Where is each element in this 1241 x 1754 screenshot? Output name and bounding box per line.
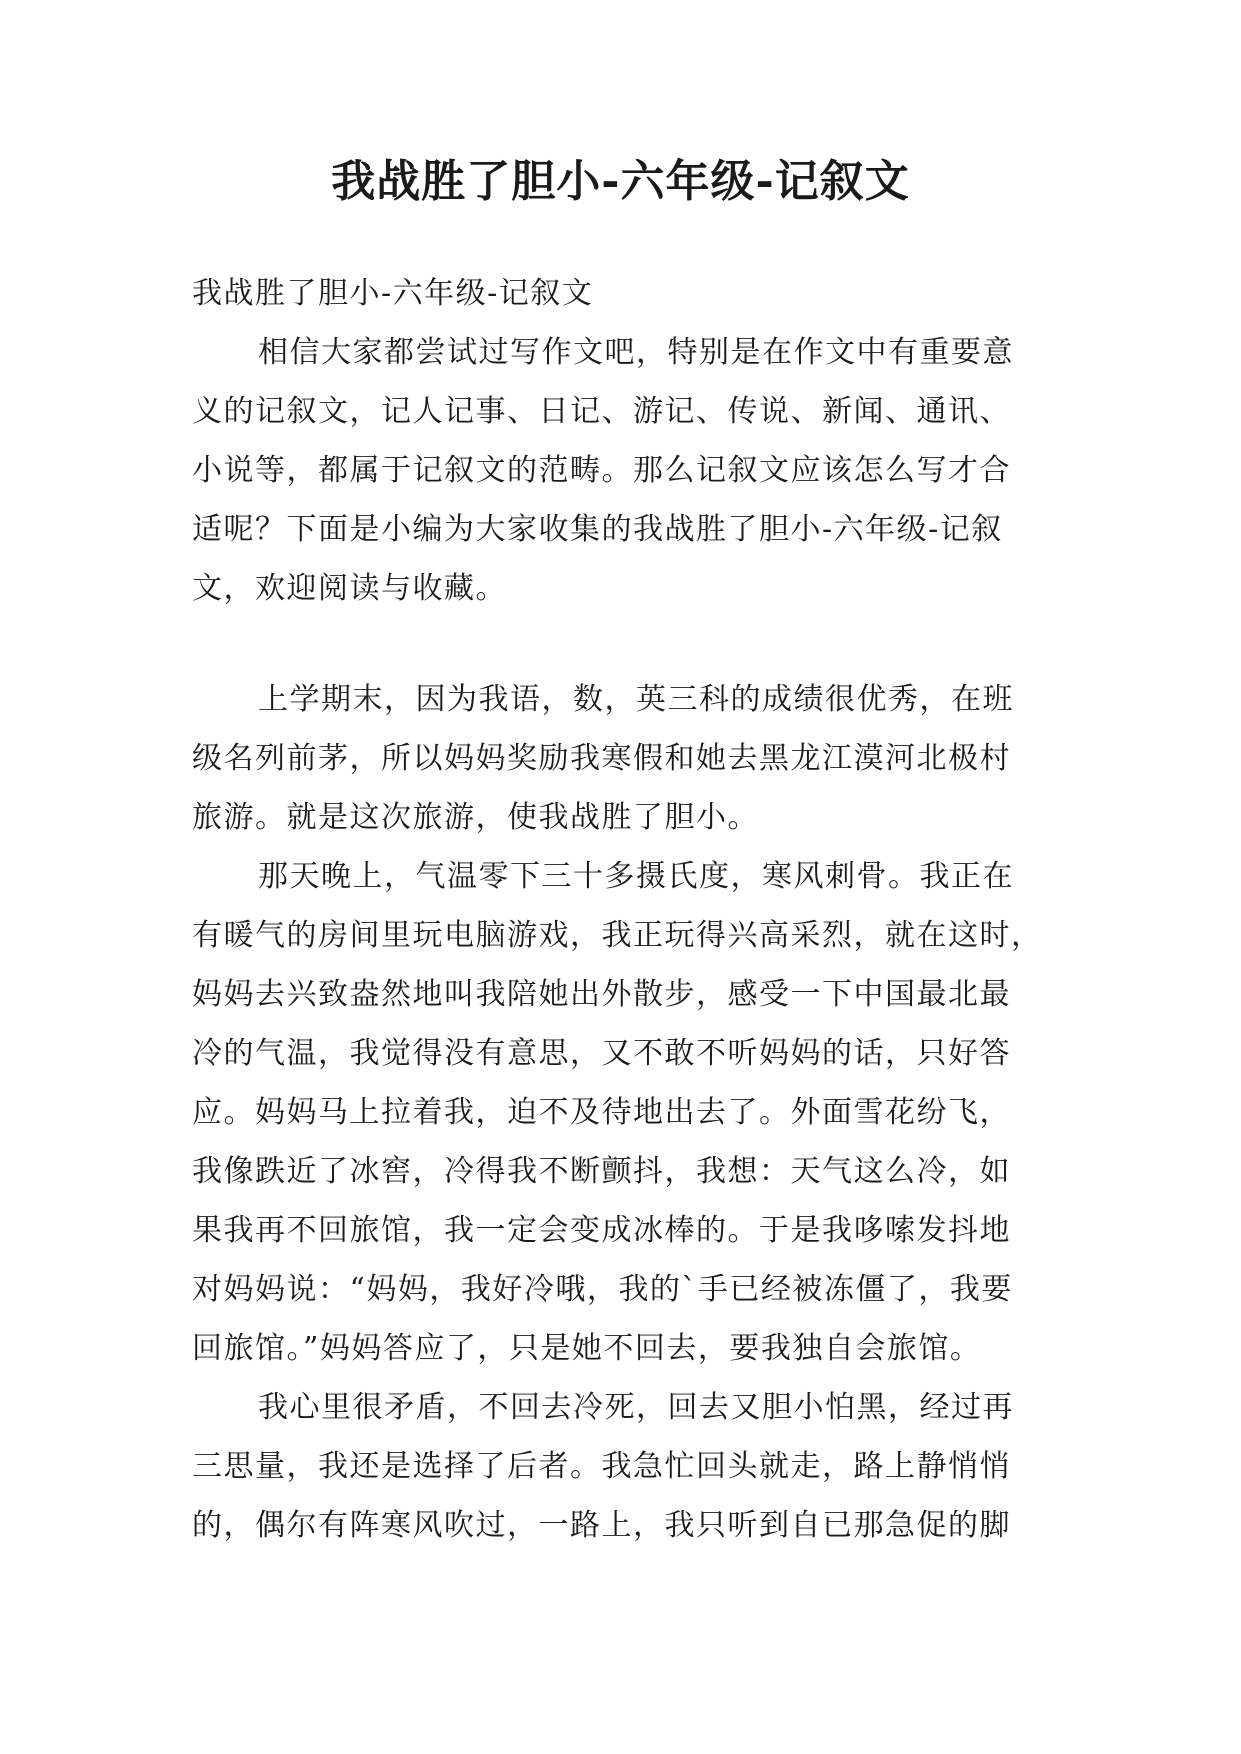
text-line: 三思量，我还是选择了后者。我急忙回头就走，路上静悄悄 bbox=[192, 1449, 1011, 1484]
text-line: 文，欢迎阅读与收藏。 bbox=[192, 571, 507, 606]
text-line: 冷的气温，我觉得没有意思，又不敢不听妈妈的话，只好答 bbox=[192, 1036, 1011, 1071]
text-line: 妈妈去兴致盎然地叫我陪她出外散步，感受一下中国最北最 bbox=[192, 977, 1011, 1012]
text-line: 级名列前茅，所以妈妈奖励我寒假和她去黑龙江漠河北极村 bbox=[192, 741, 1011, 776]
paragraph-2 bbox=[192, 847, 1072, 1378]
document-subtitle: 我战胜了胆小-六年级-记叙文 bbox=[192, 276, 594, 311]
document-title: 我战胜了胆小-六年级-记叙文 bbox=[331, 156, 910, 207]
text-line: 应。妈妈马上拉着我，迫不及待地出去了。外面雪花纷飞， bbox=[192, 1095, 1011, 1130]
intro-paragraph bbox=[192, 323, 1072, 618]
text-line: 的，偶尔有阵寒风吹过，一路上，我只听到自已那急促的脚 bbox=[192, 1508, 1011, 1543]
text-line: 旅游。就是这次旅游，使我战胜了胆小。 bbox=[192, 800, 759, 835]
text-line: 有暖气的房间里玩电脑游戏，我正玩得兴高采烈，就在这时， bbox=[192, 918, 1043, 953]
paragraph-1 bbox=[192, 670, 1072, 847]
text-line: 义的记叙文，记人记事、日记、游记、传说、新闻、通讯、 bbox=[192, 394, 1011, 429]
paragraph-gap bbox=[192, 618, 1072, 670]
text-line: 对妈妈说：“妈妈，我好冷哦，我的`手已经被冻僵了，我要 bbox=[192, 1272, 1013, 1307]
text-line: 果我再不回旅馆，我一定会变成冰棒的。于是我哆嗦发抖地 bbox=[192, 1213, 1011, 1248]
text-line: 我像跌近了冰窖，冷得我不断颤抖，我想：天气这么冷，如 bbox=[192, 1154, 1011, 1189]
paragraph-3 bbox=[192, 1378, 1072, 1555]
text-line: 上学期末，因为我语，数，英三科的成绩很优秀，在班 bbox=[258, 682, 1014, 717]
document-body bbox=[192, 264, 1072, 1555]
text-line: 回旅馆。”妈妈答应了，只是她不回去，要我独自会旅馆。 bbox=[192, 1331, 982, 1366]
text-line: 小说等，都属于记叙文的范畴。那么记叙文应该怎么写才合 bbox=[192, 453, 1011, 488]
text-line: 那天晚上，气温零下三十多摄氏度，寒风刺骨。我正在 bbox=[258, 859, 1014, 894]
text-line: 我心里很矛盾，不回去冷死，回去又胆小怕黑，经过再 bbox=[258, 1390, 1014, 1425]
text-line: 相信大家都尝试过写作文吧，特别是在作文中有重要意 bbox=[258, 335, 1014, 370]
text-line: 适呢？下面是小编为大家收集的我战胜了胆小-六年级-记叙 bbox=[192, 512, 1003, 547]
